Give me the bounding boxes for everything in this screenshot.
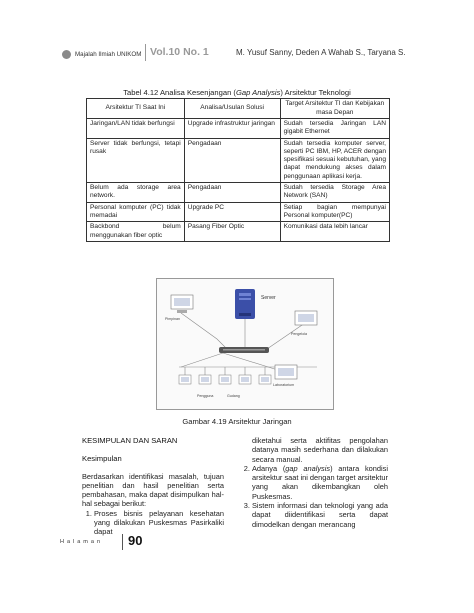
table-cell: Sudah tersedia komputer server, seperti PC IBM, HP, ACER dengan spesifikasi sesuai kebutuhan, yang dapat mendukung akses dalam penggunaan aplikasi kerja.: [280, 138, 389, 182]
network-switch-icon: [219, 347, 269, 353]
server-label: Server: [261, 295, 276, 301]
table-cell: Setiap bagian mempunyai Personal komputer(PC): [280, 202, 389, 222]
table-row: [87, 202, 390, 222]
table-cell: Upgrade PC: [184, 202, 280, 222]
table-cell: Backbond belum menggunakan fiber optic: [87, 222, 185, 242]
list-item: 3. Sistem informasi dan teknologi yang ada dapat diidentifikasi serta dapat dimodelkan dengan merancang: [252, 501, 388, 529]
footer-label: Halaman: [60, 539, 104, 545]
table-caption: Tabel 4.12 Analisa Kesenjangan (Gap Analysis) Arsitektur Teknologi: [123, 88, 351, 97]
table-cell: Jaringan/LAN tidak berfungsi: [87, 119, 185, 139]
network-diagram: [156, 278, 334, 410]
table-cell: Sudah tersedia Jaringan LAN gigabit Ethernet: [280, 119, 389, 139]
paragraph: diketahui serta aktifitas pengolahan datanya masih sederhana dan dilakukan secara manual.: [252, 436, 388, 464]
table-cell: Pasang Fiber Optic: [184, 222, 280, 242]
table-cell: Komunikasi data lebih lancar: [280, 222, 389, 242]
diagram-label: Laboratorium: [273, 383, 295, 387]
gap-analysis-table: [86, 98, 390, 242]
client-screens: [181, 377, 269, 382]
table-cell: Personal komputer (PC) tidak memadai: [87, 202, 185, 222]
figure-caption: Gambar 4.19 Arsitektur Jaringan: [182, 417, 292, 426]
table-cell: Server tidak berfungsi, tetapi rusak: [87, 138, 185, 182]
diagram-label: Pimpinan: [165, 317, 180, 321]
table-cell: Belum ada storage area network.: [87, 183, 185, 203]
page-number: 90: [128, 533, 143, 548]
subsection-heading: Kesimpulan: [82, 454, 122, 464]
diagram-label: Gudang: [227, 394, 240, 398]
server-icon: [235, 289, 255, 319]
table-cell: Pengadaan: [184, 183, 280, 203]
authors-line: M. Yusuf Sanny, Deden A Wahab S., Taryana S.: [236, 48, 406, 57]
table-header-cell: Analisa/Usulan Solusi: [184, 99, 280, 119]
right-column: [240, 436, 388, 529]
table-cell: Upgrade infrastruktur jaringan: [184, 119, 280, 139]
table-row: [87, 222, 390, 242]
conclusion-list: [82, 509, 224, 537]
diagram-label: Pengguna: [197, 394, 214, 398]
diagram-label: Pengelola: [291, 332, 307, 336]
table-header-row: [87, 99, 390, 119]
journal-name: Majalah Ilmiah UNIKOM: [75, 51, 142, 58]
journal-logo-icon: [62, 50, 71, 59]
workstation-icon: [275, 365, 297, 379]
workstation-icon: [171, 295, 193, 313]
workstation-icon: [295, 311, 317, 325]
table-cell: Sudah tersedia Storage Area Network (SAN): [280, 183, 389, 203]
header-divider: [145, 44, 146, 61]
list-item: 1. Proses bisnis pelayanan kesehatan yang dilakukan Puskesmas Pasirkaliki dapat: [94, 509, 224, 537]
section-heading: KESIMPULAN DAN SARAN: [82, 436, 178, 445]
table-row: [87, 119, 390, 139]
table-row: [87, 138, 390, 182]
conclusion-list: [240, 464, 388, 529]
table-header-cell: Target Arsitektur TI dan Kebijakan masa Depan: [280, 99, 389, 119]
list-item: 2. Adanya (gap analysis) antara kondisi arsitektur saat ini dengan target arsitektur yang akan dikembangkan oleh Puskesmas.: [252, 464, 388, 501]
left-column: [82, 436, 224, 537]
volume-label: Vol.10 No. 1: [150, 46, 209, 58]
footer-divider: [122, 534, 123, 550]
paragraph: Berdasarkan identifikasi masalah, tujuan penelitian dan hasil penelitian serta pembahasan, maka dapat disimpulkan hal-hal sebagai berikut:: [82, 471, 224, 509]
table-row: [87, 183, 390, 203]
table-cell: Pengadaan: [184, 138, 280, 182]
table-header-cell: Arsitektur TI Saat Ini: [87, 99, 185, 119]
